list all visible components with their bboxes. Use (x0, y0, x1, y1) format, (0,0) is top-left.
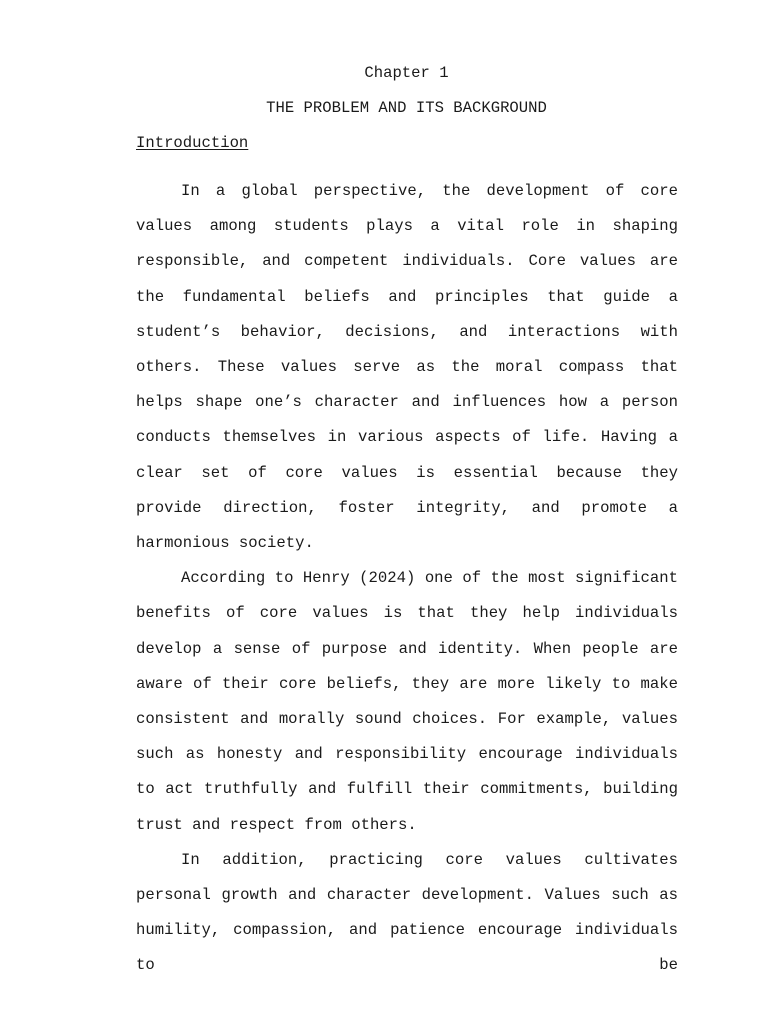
chapter-label: Chapter 1 (364, 64, 449, 82)
paragraph: In addition, practicing core values cultivates personal growth and character development. Values such as humility, compassion, and patience encourage individuals to be (136, 850, 678, 975)
section-heading: Introduction (136, 134, 249, 152)
document-body (136, 174, 678, 984)
paragraph: In a global perspective, the development of core values among students plays a vital role in shaping responsible, and competent individuals. Core values are the fundamental beliefs and principles that guide a student’s behavior, decisions, and interactions with others. These values serve as the moral compass that helps shape one’s character and influences how a person conducts themselves in various aspects of life. Having a clear set of core values is essential because they provide direction, foster integrity, and promote a harmonious society. (136, 182, 678, 553)
chapter-title: THE PROBLEM AND ITS BACKGROUND (266, 99, 547, 117)
paragraph: According to Henry (2024) one of the most significant benefits of core values is that they help individuals develop a sense of purpose and identity. When people are aware of their core beliefs, they are more likely to make consistent and morally sound choices. For example, values such as honesty and responsibility encourage individuals to act truthfully and fulfill their commitments, building trust and respect from others. (136, 569, 678, 834)
